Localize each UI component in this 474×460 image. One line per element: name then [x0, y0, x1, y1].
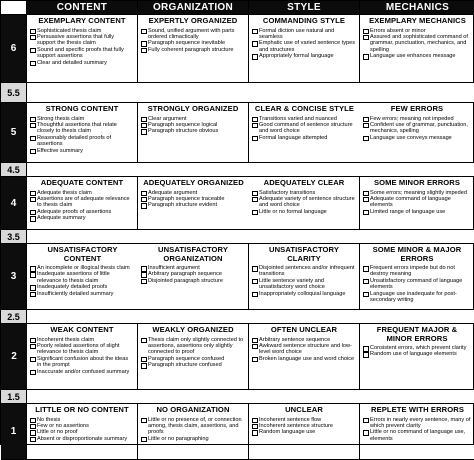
column-header-content: CONTENT [27, 1, 138, 15]
rubric-cell-organization [138, 244, 249, 310]
criteria-list [30, 28, 134, 66]
criteria-list [30, 417, 134, 443]
criteria-item: Strong thesis claim [30, 116, 134, 122]
criteria-list [141, 28, 245, 54]
cell-title: ADEQUATE CONTENT [40, 178, 124, 187]
rubric-cell-style [249, 177, 360, 230]
criteria-item: Persuasive assertions that fully support the thesis claim [30, 34, 134, 47]
half-score-label: 3.5 [1, 230, 27, 243]
criteria-item: Paragraph sequence confused [141, 356, 245, 362]
criteria-item: Formal diction use natural and seamless [252, 28, 356, 41]
column-header-organization: ORGANIZATION [138, 1, 249, 15]
criteria-item: Significant confusion about the ideas in the prompt [30, 356, 134, 369]
criteria-item: Random use of language elements [363, 351, 471, 357]
criteria-list [30, 265, 135, 297]
criteria-item: Adequate summary [30, 215, 134, 221]
rubric-cell-content [27, 324, 138, 390]
half-score-band [1, 310, 474, 324]
criteria-item: Assured and sophisticated command of grammar, punctuation, mechanics, and spelling [363, 34, 472, 53]
criteria-item: Reasonably detailed proofs of assertions [30, 135, 134, 148]
criteria-item: Language use inadequate for post-secondary writing [363, 291, 471, 304]
criteria-list [363, 116, 471, 142]
criteria-item: Inadequate assertions of little relevance to thesis claim [30, 271, 135, 284]
criteria-item: Little sentence variety and unsatisfactory word choice [252, 278, 356, 291]
rubric-cell-style [249, 244, 360, 310]
cell-title: EXEMPLARY MECHANICS [369, 16, 466, 25]
criteria-item: Inaccurate and/or confused summary [30, 369, 134, 375]
criteria-item: Thoughtful assertions that relate closely to thesis claim [30, 122, 134, 135]
half-score-band [1, 390, 474, 404]
criteria-item: Paragraph structure evident [141, 202, 246, 208]
criteria-item: Paragraph sequence logical [141, 122, 245, 128]
rubric-cell-mechanics [360, 103, 474, 163]
half-score-band [1, 83, 474, 103]
criteria-item: An incomplete or illogical thesis claim [30, 265, 135, 271]
score-value: 2 [11, 351, 17, 362]
column-header-mechanics: MECHANICS [360, 1, 474, 15]
criteria-list [252, 337, 356, 363]
criteria-list [363, 190, 471, 216]
criteria-list [141, 265, 245, 284]
cell-title: SOME MINOR & MAJOR ERRORS [372, 245, 462, 263]
score-value: 3 [10, 271, 17, 282]
half-score-label: 2.5 [1, 310, 27, 323]
criteria-item: Insufficiently detailed summary [30, 291, 135, 297]
rubric-cell-mechanics [360, 404, 474, 460]
half-score-fill [27, 83, 474, 102]
half-score-fill [27, 163, 474, 176]
criteria-list [252, 28, 356, 60]
cell-title: WEAK CONTENT [50, 325, 114, 334]
rubric-cell-organization [138, 404, 249, 460]
criteria-item: Incoherent thesis claim [30, 337, 134, 343]
rubric-cell-content [27, 244, 138, 310]
criteria-item: Adequate variety of sentence structure and word choice [252, 196, 356, 209]
score-label [1, 177, 27, 230]
rubric-cell-style [249, 103, 360, 163]
criteria-item: Clear argument [141, 116, 245, 122]
rubric-cell-mechanics [360, 15, 474, 83]
score-value: 1 [10, 426, 17, 437]
criteria-list [30, 116, 134, 154]
criteria-item: Formal language attempted [252, 135, 357, 141]
criteria-item: Limited range of language use [363, 209, 471, 215]
half-score-fill [27, 310, 474, 323]
column-header-style: STYLE [249, 1, 360, 15]
criteria-list [252, 265, 356, 297]
criteria-item: Incoherent sentence structure [252, 423, 356, 429]
criteria-item: Absent or disproportionate summary [30, 436, 134, 442]
score-value: 4 [10, 197, 17, 209]
cell-title: FREQUENT MAJOR & MINOR ERRORS [376, 325, 458, 343]
cell-title: STRONG CONTENT [45, 104, 119, 113]
criteria-list [252, 417, 356, 436]
half-score-band [1, 230, 474, 244]
cell-title: STRONGLY ORGANIZED [147, 104, 239, 113]
score-value: 6 [10, 43, 17, 54]
cell-title: ADEQUATELY CLEAR [263, 178, 345, 187]
criteria-item: Little or no formal language [252, 209, 356, 215]
criteria-item: Paragraph sequence traceable [141, 196, 246, 202]
rubric-cell-style [249, 15, 360, 83]
criteria-item: Paragraph structure obvious [141, 128, 245, 134]
criteria-item: Confident use of grammar, punctuation, mechanics, spelling [363, 122, 471, 135]
criteria-list [363, 417, 472, 443]
criteria-list [141, 116, 245, 135]
score-label [1, 324, 27, 390]
rubric-cell-content [27, 177, 138, 230]
criteria-item: Little or no paragraphing [141, 436, 245, 442]
criteria-item: Insufficient argument [141, 265, 245, 271]
criteria-item: Arbitrary paragraph sequence [141, 271, 245, 277]
score-label [1, 404, 27, 460]
criteria-item: Few errors; meaning not impeded [363, 116, 471, 122]
score-label [1, 244, 27, 310]
criteria-item: Little or no command of language use, elements [363, 429, 472, 442]
criteria-item: Unsatisfactory command of language elements [363, 278, 471, 291]
cell-title: OFTEN UNCLEAR [270, 325, 338, 334]
rubric-cell-organization [138, 177, 249, 230]
criteria-item: Little or no presence of, or connection among, thesis claim, assertions, and proofs [141, 417, 245, 436]
criteria-list [141, 417, 245, 443]
criteria-item: Adequate proofs of assertions [30, 209, 134, 215]
criteria-item: Adequate thesis claim [30, 190, 134, 196]
cell-title: FEW ERRORS [390, 104, 444, 113]
criteria-item: Sound, unified argument with parts ordered climactically [141, 28, 245, 41]
rubric-cell-mechanics [360, 177, 474, 230]
criteria-list [363, 265, 471, 303]
cell-title: UNSATISFACTORY CLARITY [268, 245, 340, 263]
half-score-fill [27, 390, 474, 403]
criteria-item: Language use conveys message [363, 135, 471, 141]
criteria-list [30, 337, 134, 375]
criteria-list [252, 116, 357, 142]
criteria-item: Sophisticated thesis claim [30, 28, 134, 34]
score-label [1, 15, 27, 83]
rubric-cell-mechanics [360, 324, 474, 390]
criteria-item: Random language use [252, 429, 356, 435]
criteria-item: Disjointed sentences and/or infrequent transitions [252, 265, 356, 278]
criteria-list [141, 190, 246, 209]
rubric-cell-mechanics [360, 244, 474, 310]
cell-title: NO ORGANIZATION [156, 405, 230, 414]
criteria-item: Adequate argument [141, 190, 246, 196]
criteria-item: Poorly related assertions of slight relevance to thesis claim [30, 343, 134, 356]
half-score-label: 1.5 [1, 390, 27, 403]
rubric-cell-organization [138, 324, 249, 390]
criteria-item: Language use enhances message [363, 53, 472, 59]
criteria-item: Assertions are of adequate relevance to thesis claim [30, 196, 134, 209]
cell-title: UNSATISFACTORY CONTENT [47, 245, 118, 263]
half-score-label: 5.5 [1, 83, 27, 102]
half-score-label: 4.5 [1, 163, 27, 176]
criteria-item: Effective summary [30, 148, 134, 154]
criteria-item: Broken language use and word choice [252, 356, 356, 362]
cell-title: REPLETE WITH ERRORS [370, 405, 465, 414]
criteria-item: Adequate command of language elements [363, 196, 471, 209]
criteria-item: Paragraph structure confused [141, 362, 245, 368]
criteria-item: Incoherent sentence flow [252, 417, 356, 423]
criteria-item: Arbitrary sentence sequence [252, 337, 356, 343]
criteria-item: Disjointed paragraph structure [141, 278, 245, 284]
criteria-item: Paragraph sequence inevitable [141, 40, 245, 46]
criteria-item: Sound and specific proofs that fully support assertions [30, 47, 134, 60]
criteria-item: Some errors; meaning slightly impeded [363, 190, 471, 196]
cell-title: SOME MINOR ERRORS [373, 178, 461, 187]
rubric-cell-content [27, 404, 138, 460]
criteria-item: Consistent errors, which prevent clarity [363, 345, 471, 351]
header-corner [1, 1, 27, 15]
criteria-list [252, 190, 356, 216]
criteria-item: Appropriately formal language [252, 53, 356, 59]
criteria-item: Few or no assertions [30, 423, 134, 429]
criteria-list [30, 190, 134, 222]
criteria-list [141, 337, 245, 369]
score-label [1, 103, 27, 163]
criteria-item: Good command of sentence structure and word choice [252, 122, 357, 135]
score-value: 5 [10, 127, 17, 138]
cell-title: EXEMPLARY CONTENT [38, 16, 126, 25]
criteria-item: No thesis [30, 417, 134, 423]
criteria-item: Transitions varied and nuanced [252, 116, 357, 122]
rubric-cell-style [249, 324, 360, 390]
criteria-item: Inadequately detailed proofs [30, 284, 135, 290]
criteria-item: Fully coherent paragraph structure [141, 47, 245, 53]
criteria-item: Little or no proof [30, 429, 134, 435]
cell-title: UNCLEAR [285, 405, 323, 414]
criteria-item: Inappropriately colloquial language [252, 291, 356, 297]
half-score-fill [27, 230, 474, 243]
cell-title: EXPERTLY ORGANIZED [148, 16, 238, 25]
criteria-item: Satisfactory transitions [252, 190, 356, 196]
rubric-cell-content [27, 15, 138, 83]
cell-title: ADEQUATELY ORGANIZED [143, 178, 244, 187]
cell-title: WEAKLY ORGANIZED [152, 325, 234, 334]
cell-title: LITTLE OR NO CONTENT [35, 405, 129, 414]
criteria-item: Errors in nearly every sentence, many of which prevent clarity [363, 417, 472, 430]
cell-title: UNSATISFACTORY ORGANIZATION [157, 245, 229, 263]
criteria-list [363, 28, 472, 60]
criteria-item: Frequent errors impede but do not destroy meaning [363, 265, 471, 278]
criteria-item: Awkward sentence structure and low-level word choice [252, 343, 356, 356]
criteria-item: Clear and detailed summary [30, 60, 134, 66]
cell-title: COMMANDING STYLE [262, 16, 346, 25]
criteria-item: Thesis claim only slightly connected to assertions, assertions only slightly connected to proof [141, 337, 245, 356]
criteria-list [363, 345, 471, 358]
rubric-cell-content [27, 103, 138, 163]
cell-title: CLEAR & CONCISE STYLE [254, 104, 355, 113]
criteria-item: Emphatic use of varied sentence types and structures [252, 40, 356, 53]
criteria-item: Errors absent or minor [363, 28, 472, 34]
rubric-cell-organization [138, 15, 249, 83]
half-score-band [1, 163, 474, 177]
rubric-cell-style [249, 404, 360, 460]
rubric-cell-organization [138, 103, 249, 163]
